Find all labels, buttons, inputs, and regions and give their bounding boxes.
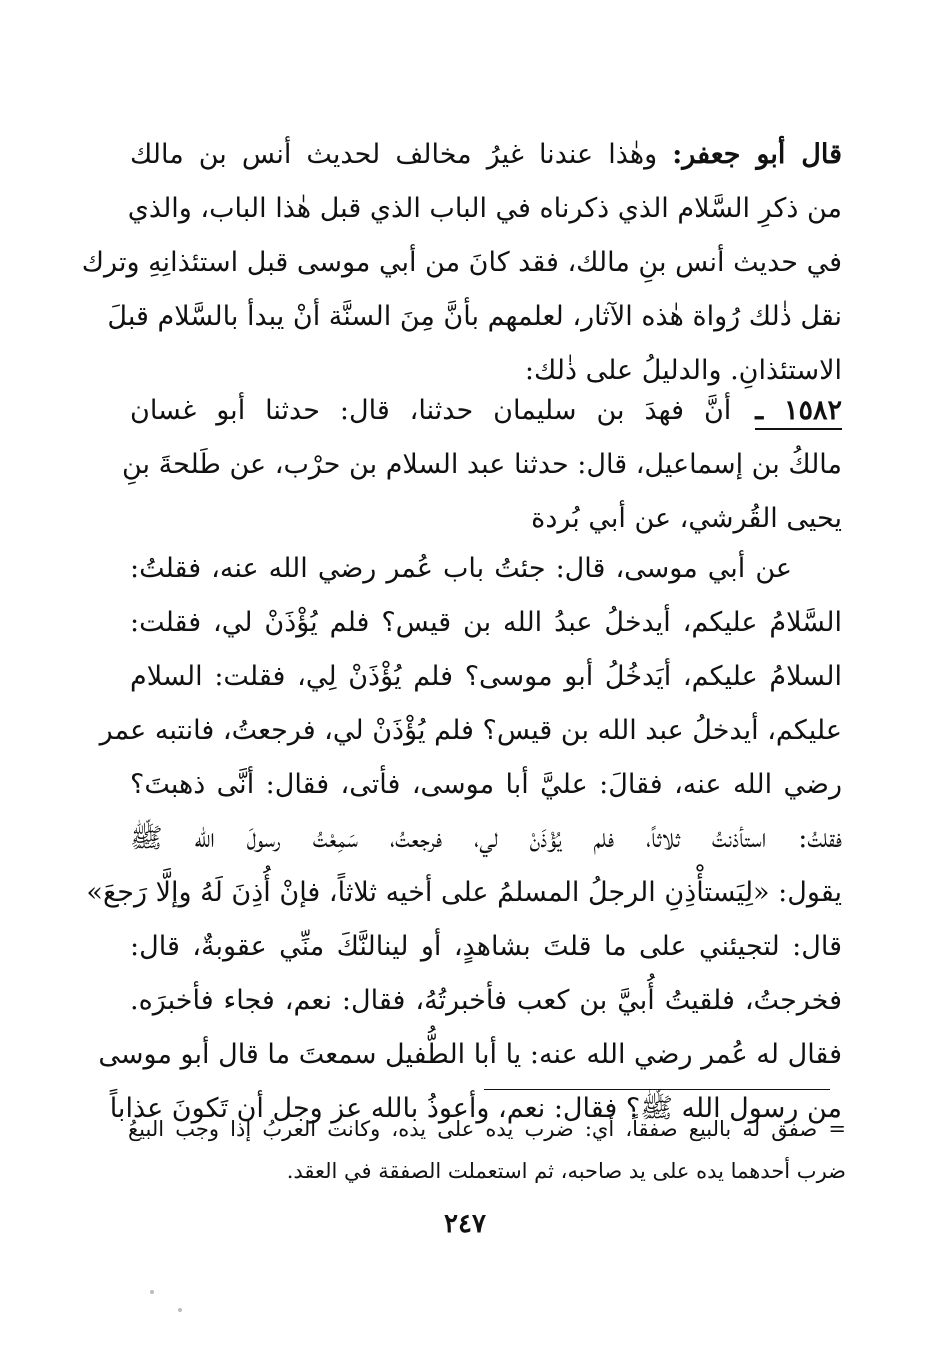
- speaker-label: قال أبو جعفر:: [672, 139, 842, 170]
- paragraph-line: من ذكرِ السَّلام الذي ذكرناه في الباب الذي قبل هٰذا الباب، والذي: [127, 193, 842, 224]
- hadith-text-line: السلامُ عليكم، أيَدخُلُ أبو موسى؟ فلم يُؤْذَنْ لِي، فقلت: السلام: [130, 661, 842, 692]
- hadith-text-line: رضي الله عنه، فقالَ: عليَّ أبا موسى، فأتى، فقال: أنَّى ذهبتَ؟: [130, 769, 842, 800]
- hadith-line: ١٥٨٢ ـ أنَّ فهدَ بن سليمان حدثنا، قال: حدثنا أبو غسان: [130, 384, 842, 438]
- hadith-text-line: يقول: «لِيَستأْذِنِ الرجلُ المسلمُ على أخيه ثلاثاً، فإنْ أُذِنَ لَهُ وإلَّا رَجعَ»: [86, 877, 842, 908]
- paragraph-line: في حديث أنس بنِ مالك، فقد كانَ من أبي موسى قبل استئذانِهِ وترك: [81, 247, 842, 278]
- footnote-line: = صفق له بالبيع صفقاً، أي: ضرب يده على يده، وكانت العربُ إذا وجب البيعُ: [128, 1117, 846, 1141]
- hadith-text-line: فقلتُ: استأذنتُ ثلاثاً، فلم يُؤْذَنْ لي، فرجعتُ، سَمِعْتُ رسولَ الله ﷺ: [130, 823, 842, 854]
- hadith-text: [86, 542, 842, 1136]
- hadith-text-line: قال: لتجيئني على ما قلتَ بشاهدٍ، أو لينالنَّكَ منِّي عقوبةٌ، قال:: [130, 931, 842, 962]
- scan-speck: [150, 1290, 154, 1294]
- hadith-text-line: فخرجتُ، فلقيتُ أُبيَّ بن كعب فأخبرتُهُ، فقال: نعم، فجاء فأخبرَه.: [130, 985, 842, 1016]
- hadith-chain: [121, 384, 842, 546]
- paragraph-line: قال أبو جعفر: وهٰذا عندنا غيرُ مخالف لحديث أنس بن مالك: [130, 139, 842, 170]
- footnote-line: ضرب أحدهما يده على يد صاحبه، ثم استعملت الصفقة في العقد.: [286, 1159, 846, 1183]
- hadith-text-line: فقال له عُمر رضي الله عنه: يا أبا الطُّفيل سمعتَ ما قال أبو موسى: [98, 1039, 842, 1070]
- paragraph-line: الاستئذانِ. والدليلُ على ذٰلك:: [524, 355, 842, 386]
- commentary-paragraph: [81, 128, 842, 398]
- scan-speck: [178, 1308, 182, 1312]
- hadith-line: مالكُ بن إسماعيل، قال: حدثنا عبد السلام بن حرْب، عن طَلحةَ بنِ: [121, 449, 842, 480]
- hadith-text-line: عن أبي موسى، قال: جئتُ باب عُمر رضي الله عنه، فقلتُ:: [130, 553, 792, 584]
- hadith-text-line: من رسول الله ﷺ؟ فقال: نعم، وأعوذُ بالله عز وجل أن تَكونَ عذاباً: [109, 1093, 842, 1124]
- hadith-text-line: عليكم، أيدخلُ عبد الله بن قيس؟ فلم يُؤْذَنْ لي، فرجعتُ، فانتبه عمر: [99, 715, 842, 746]
- hadith-number: ١٥٨٢ ـ: [755, 395, 842, 430]
- footnote: [128, 1108, 846, 1192]
- footnote-separator: [484, 1089, 830, 1090]
- hadith-line: يحيى القُرشي، عن أبي بُردة: [531, 503, 842, 534]
- paragraph-line: نقل ذٰلك رُواة هٰذه الآثار، لعلمهم بأنَّ مِنَ السنَّة أنْ يبدأ بالسَّلام قبلَ: [107, 301, 842, 332]
- hadith-text-line: السَّلامُ عليكم، أيدخلُ عبدُ الله بن قيس؟ فلم يُؤْذَنْ لي، فقلت:: [130, 607, 842, 638]
- page-number: ٢٤٧: [444, 1209, 486, 1239]
